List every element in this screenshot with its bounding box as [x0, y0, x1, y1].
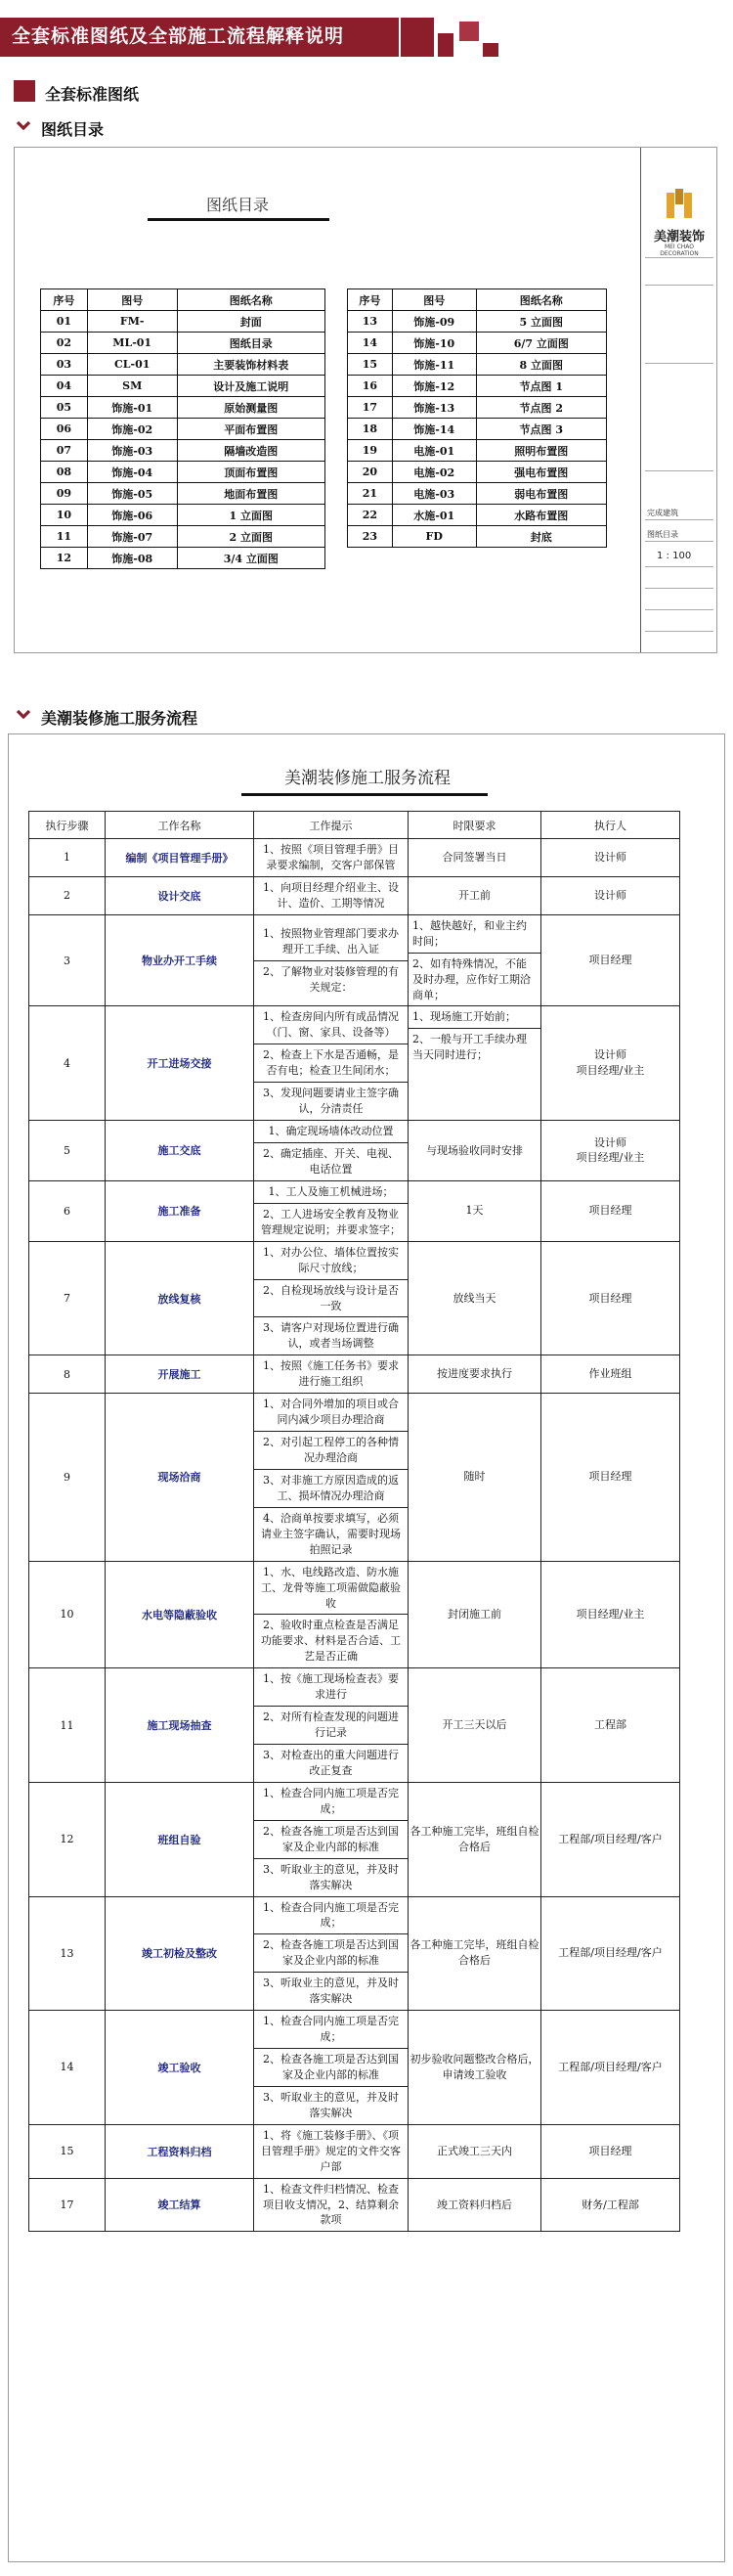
cell-drawing-name: 平面布置图	[177, 419, 324, 440]
cell-name: 施工交底	[106, 1121, 254, 1181]
cell-name: 放线复核	[106, 1241, 254, 1355]
divider	[645, 541, 713, 542]
cell-drawing-name: 5 立面图	[476, 311, 606, 333]
chevron-down-icon	[16, 117, 35, 137]
cell-step: 8	[29, 1355, 106, 1394]
catalog-table-right	[347, 289, 607, 548]
cell-number: 04	[41, 376, 88, 397]
cell-drawing-name: 节点图 2	[476, 397, 606, 419]
time-item: 2、如有特殊情况，不能及时办理，应作好工期洽商单；	[412, 956, 531, 1001]
cell-drawing-code: 饰施-05	[87, 483, 177, 505]
cell-drawing-code: 电施-03	[392, 483, 476, 505]
cell-drawing-name: 1 立面图	[177, 505, 324, 526]
cell-requirements	[254, 1668, 409, 1783]
cell-requirements	[254, 2124, 409, 2178]
requirement-item: 1、按照物业管理部门要求办理开工手续、出入证	[254, 923, 408, 961]
catalog-sheet	[32, 163, 626, 635]
section-title: 图纸目录	[41, 120, 105, 139]
table-row	[41, 440, 325, 462]
cell-name: 工程资料归档	[106, 2124, 254, 2178]
catalog-title: 图纸目录	[205, 196, 269, 214]
cell-requirements	[254, 1006, 409, 1121]
requirement-item: 2、验收时重点检查是否满足功能要求、材料是否合适、工艺是否正确	[261, 1619, 401, 1664]
requirement-item: 1、水、电线路改造、防水施工、龙骨等施工项需做隐蔽验收	[254, 1562, 408, 1616]
banner-decoration	[483, 43, 498, 57]
cell-drawing-code: 饰施-14	[392, 419, 476, 440]
table-row	[29, 2011, 680, 2125]
cell-executor: 财务/工程部	[541, 2178, 680, 2232]
cell-requirements	[254, 1121, 409, 1181]
cell-requirements	[254, 1180, 409, 1241]
cell-requirements	[254, 1355, 409, 1394]
time-item: 随时	[463, 1470, 486, 1484]
cell-drawing-code: 水施-01	[392, 505, 476, 526]
cell-step: 5	[29, 1121, 106, 1181]
table-row	[29, 1121, 680, 1181]
title-underline	[148, 218, 329, 221]
cell-number: 07	[41, 440, 88, 462]
requirement-item: 1、检查房间内所有成品情况（门、窗、家具、设备等）	[254, 1006, 408, 1044]
cell-executor: 工程部/项目经理/客户	[541, 1782, 680, 1896]
column-header: 图纸名称	[177, 289, 324, 311]
cell-requirements	[254, 1394, 409, 1561]
cell-number: 14	[348, 333, 393, 354]
cell-time	[409, 1668, 541, 1783]
cell-executor: 项目经理	[541, 1394, 680, 1561]
cell-drawing-name: 设计及施工说明	[177, 376, 324, 397]
column-header: 图号	[392, 289, 476, 311]
requirement-item: 1、按《施工现场检查表》要求进行	[254, 1668, 408, 1707]
table-row	[348, 440, 607, 462]
column-header: 执行人	[541, 812, 680, 839]
cell-step: 9	[29, 1394, 106, 1561]
requirement-item: 3、听取业主的意见，并及时落实解决	[263, 2090, 399, 2119]
cell-drawing-code: 饰施-04	[87, 462, 177, 483]
cell-executor: 设计师 项目经理/业主	[541, 1121, 680, 1181]
cell-drawing-code: 饰施-13	[392, 397, 476, 419]
requirement-item: 1、工人及施工机械进场；	[254, 1181, 408, 1204]
cell-number: 12	[41, 548, 88, 569]
cell-step: 12	[29, 1782, 106, 1896]
cell-drawing-name: 顶面布置图	[177, 462, 324, 483]
time-item: 初步验收问题整改合格后，申请竣工验收	[410, 2053, 539, 2081]
sheet-name: 图纸目录	[647, 530, 678, 539]
cell-name: 现场洽商	[106, 1394, 254, 1561]
cell-number: 02	[41, 333, 88, 354]
cell-requirements	[254, 1782, 409, 1896]
requirement-item: 2、对所有检查发现的问题进行记录	[254, 1707, 408, 1745]
cell-time	[409, 2178, 541, 2232]
requirement-item: 2、检查各施工项是否达到国家及企业内部的标准	[254, 1934, 408, 1973]
cell-drawing-name: 地面布置图	[177, 483, 324, 505]
cell-time	[409, 1006, 541, 1121]
cell-requirements	[254, 2178, 409, 2232]
column-header: 工作提示	[254, 812, 409, 839]
table-row	[41, 548, 325, 569]
cell-executor: 项目经理	[541, 1241, 680, 1355]
cell-drawing-code: 饰施-09	[392, 311, 476, 333]
cell-executor: 设计师	[541, 839, 680, 877]
cell-drawing-name: 封底	[476, 526, 606, 548]
table-row	[29, 1241, 680, 1355]
requirement-item: 2、检查上下水是否通畅，是否有电；检查卫生间闭水；	[254, 1044, 408, 1083]
cell-time	[409, 1561, 541, 1668]
cell-number: 11	[41, 526, 88, 548]
cell-time	[409, 1782, 541, 1896]
table-row	[41, 526, 325, 548]
cell-drawing-code: FM-	[87, 311, 177, 333]
cell-step: 15	[29, 2124, 106, 2178]
cell-time	[409, 1355, 541, 1394]
divider	[645, 631, 713, 632]
cell-step: 6	[29, 1180, 106, 1241]
cell-drawing-code: ML-01	[87, 333, 177, 354]
cell-number: 06	[41, 419, 88, 440]
cell-executor: 设计师	[541, 876, 680, 914]
cell-drawing-code: 饰施-11	[392, 354, 476, 376]
table-row	[41, 462, 325, 483]
table-row	[41, 376, 325, 397]
column-header: 图号	[87, 289, 177, 311]
table-row	[29, 1896, 680, 2011]
requirement-item: 1、按照《施工任务书》要求进行施工组织	[263, 1359, 399, 1389]
table-row	[29, 1006, 680, 1121]
requirement-item: 1、按照《项目管理手册》目录要求编制，交客户部保管	[263, 843, 399, 871]
cell-name: 水电等隐蔽验收	[106, 1561, 254, 1668]
cell-drawing-code: 饰施-10	[392, 333, 476, 354]
divider	[645, 588, 713, 589]
cell-drawing-name: 8 立面图	[476, 354, 606, 376]
time-item: 按进度要求执行	[437, 1367, 512, 1381]
requirement-item: 1、将《施工装修手册》、《项目管理手册》规定的文件交客户部	[261, 2128, 401, 2173]
requirement-item: 3、请客户对现场位置进行确认，或者当场调整	[263, 1321, 399, 1351]
table-row	[41, 419, 325, 440]
process-flow-panel	[8, 733, 725, 2562]
requirement-item: 1、向项目经理介绍业主、设计、造价、工期等情况	[263, 880, 399, 910]
chevron-down-icon	[16, 706, 35, 726]
cell-name: 竣工初检及整改	[106, 1896, 254, 2011]
column-header: 工作名称	[106, 812, 254, 839]
cell-number: 08	[41, 462, 88, 483]
table-row	[348, 333, 607, 354]
cell-name: 班组自验	[106, 1782, 254, 1896]
time-item: 1天	[465, 1204, 484, 1218]
cell-time	[409, 914, 541, 1006]
cell-time	[409, 839, 541, 877]
cell-drawing-name: 3/4 立面图	[177, 548, 324, 569]
cell-drawing-code: 饰施-06	[87, 505, 177, 526]
cell-time	[409, 1394, 541, 1561]
cell-executor: 工程部/项目经理/客户	[541, 1896, 680, 2011]
cell-executor: 项目经理/业主	[541, 1561, 680, 1668]
time-item: 封闭施工前	[448, 1607, 501, 1621]
cell-step: 1	[29, 839, 106, 877]
cell-name: 竣工验收	[106, 2011, 254, 2125]
table-row	[41, 483, 325, 505]
divider	[645, 285, 713, 286]
cell-number: 15	[348, 354, 393, 376]
time-item: 2、一般与开工手续办理当天同时进行；	[412, 1033, 527, 1062]
requirement-item: 1、确定现场墙体改动位置	[254, 1121, 408, 1143]
cell-number: 05	[41, 397, 88, 419]
cell-drawing-name: 照明布置图	[476, 440, 606, 462]
column-header: 序号	[348, 289, 393, 311]
cell-number: 22	[348, 505, 393, 526]
logo-subtext: MEI CHAO DECORATION	[660, 244, 699, 257]
square-bullet-icon	[14, 80, 35, 102]
process-title: 美潮装修施工服务流程	[284, 769, 451, 788]
cell-name: 竣工结算	[106, 2178, 254, 2232]
cell-drawing-code: FD	[392, 526, 476, 548]
table-row	[41, 505, 325, 526]
divider	[645, 609, 713, 610]
cell-name: 开工进场交接	[106, 1006, 254, 1121]
section-title: 美潮装修施工服务流程	[41, 709, 198, 728]
requirement-item: 2、了解物业对装修管理的有关规定：	[263, 964, 399, 994]
table-row	[29, 1180, 680, 1241]
cell-drawing-code: 饰施-08	[87, 548, 177, 569]
cell-drawing-name: 节点图 3	[476, 419, 606, 440]
time-item: 1、现场施工开始前；	[409, 1006, 540, 1029]
cell-drawing-name: 节点图 1	[476, 376, 606, 397]
table-row	[348, 354, 607, 376]
divider	[645, 566, 713, 567]
table-row	[29, 914, 680, 1006]
cell-executor: 设计师 项目经理/业主	[541, 1006, 680, 1121]
cell-name: 编制《项目管理手册》	[106, 839, 254, 877]
scale-value: 1 : 100	[657, 551, 692, 561]
cell-executor: 工程部/项目经理/客户	[541, 2011, 680, 2125]
table-row	[29, 839, 680, 877]
cell-drawing-code: 饰施-01	[87, 397, 177, 419]
cell-name: 开展施工	[106, 1355, 254, 1394]
table-row	[29, 1355, 680, 1394]
time-item: 竣工资料归档后	[437, 2198, 512, 2211]
time-item: 1、越快越好，和业主约时间；	[409, 915, 540, 954]
cell-number: 18	[348, 419, 393, 440]
process-table	[28, 811, 680, 2232]
table-row	[29, 1668, 680, 1783]
table-row	[29, 1394, 680, 1561]
table-row	[41, 333, 325, 354]
banner-decoration	[401, 18, 434, 57]
cell-number: 20	[348, 462, 393, 483]
time-item: 放线当天	[453, 1291, 496, 1305]
cell-executor: 作业班组	[541, 1355, 680, 1394]
time-item: 各工种施工完毕，班组自检合格后	[410, 1938, 539, 1968]
cell-number: 16	[348, 376, 393, 397]
time-item: 正式竣工三天内	[437, 2144, 512, 2157]
requirement-item: 2、检查各施工项是否达到国家及企业内部的标准	[254, 1821, 408, 1859]
cell-drawing-name: 原始测量图	[177, 397, 324, 419]
cell-drawing-name: 2 立面图	[177, 526, 324, 548]
cell-requirements	[254, 2011, 409, 2125]
cell-time	[409, 2124, 541, 2178]
cell-requirements	[254, 1896, 409, 2011]
cell-drawing-code: 饰施-12	[392, 376, 476, 397]
table-row	[29, 876, 680, 914]
table-row	[29, 1782, 680, 1896]
cell-number: 23	[348, 526, 393, 548]
cell-requirements	[254, 1241, 409, 1355]
column-header: 时限要求	[409, 812, 541, 839]
cell-drawing-name: 弱电布置图	[476, 483, 606, 505]
cell-name: 施工现场抽查	[106, 1668, 254, 1783]
table-row	[29, 1561, 680, 1668]
requirement-item: 1、对办公位、墙体位置按实际尺寸放线；	[254, 1242, 408, 1280]
cell-drawing-name: 封面	[177, 311, 324, 333]
banner-title: 全套标准图纸及全部施工流程解释说明	[12, 25, 345, 47]
table-row	[41, 311, 325, 333]
title-underline	[241, 793, 488, 796]
cell-drawing-code: 饰施-02	[87, 419, 177, 440]
time-item: 开工前	[458, 888, 491, 902]
cell-requirements	[254, 914, 409, 1006]
cell-drawing-code: 饰施-07	[87, 526, 177, 548]
cell-number: 21	[348, 483, 393, 505]
cell-name: 设计交底	[106, 876, 254, 914]
requirement-item: 2、自检现场放线与设计是否一致	[254, 1280, 408, 1318]
table-row	[348, 483, 607, 505]
divider	[645, 519, 713, 520]
cell-step: 4	[29, 1006, 106, 1121]
cell-number: 01	[41, 311, 88, 333]
cell-drawing-name: 水路布置图	[476, 505, 606, 526]
cell-requirements	[254, 839, 409, 877]
logo-text: 美潮装饰	[653, 230, 705, 244]
requirement-item: 3、对检查出的重大问题进行改正复查	[263, 1749, 399, 1777]
cell-number: 10	[41, 505, 88, 526]
banner-decoration	[438, 33, 453, 57]
cell-number: 19	[348, 440, 393, 462]
cell-executor: 项目经理	[541, 914, 680, 1006]
cell-number: 17	[348, 397, 393, 419]
requirement-item: 2、对引起工程停工的各种情况办理洽商	[254, 1432, 408, 1470]
requirement-item: 1、检查合同内施工项是否完成；	[254, 2011, 408, 2049]
cell-step: 13	[29, 1896, 106, 2011]
requirement-item: 1、检查合同内施工项是否完成；	[254, 1897, 408, 1935]
table-row	[41, 397, 325, 419]
cell-time	[409, 876, 541, 914]
time-item: 开工三天以后	[442, 1718, 507, 1732]
cell-step: 10	[29, 1561, 106, 1668]
table-row	[29, 2124, 680, 2178]
cell-number: 03	[41, 354, 88, 376]
requirement-item: 3、听取业主的意见，并及时落实解决	[263, 1862, 399, 1891]
column-header: 执行步骤	[29, 812, 106, 839]
cell-time	[409, 1121, 541, 1181]
requirement-item: 1、检查合同内施工项是否完成；	[254, 1783, 408, 1821]
cell-time	[409, 2011, 541, 2125]
cell-drawing-name: 图纸目录	[177, 333, 324, 354]
cell-drawing-code: 电施-01	[392, 440, 476, 462]
drawing-catalog-panel	[14, 147, 717, 653]
cell-step: 2	[29, 876, 106, 914]
requirement-item: 3、听取业主的意见，并及时落实解决	[263, 1976, 399, 2006]
requirement-item: 2、确定插座、开关、电视、电话位置	[263, 1147, 399, 1176]
cell-time	[409, 1180, 541, 1241]
cell-drawing-code: 饰施-03	[87, 440, 177, 462]
cell-time	[409, 1896, 541, 2011]
time-item: 与现场验收同时安排	[426, 1143, 523, 1157]
table-row	[29, 2178, 680, 2232]
requirement-item: 2、工人进场安全教育及物业管理规定说明；并要求签字；	[261, 1207, 401, 1236]
cell-name: 物业办开工手续	[106, 914, 254, 1006]
table-row	[348, 397, 607, 419]
title-block	[640, 148, 716, 652]
cell-drawing-code: CL-01	[87, 354, 177, 376]
cell-drawing-name: 隔墙改造图	[177, 440, 324, 462]
column-header: 图纸名称	[476, 289, 606, 311]
table-row	[348, 462, 607, 483]
requirement-item: 1、检查文件归档情况、检查项目收支情况，2、结算剩余款项	[263, 2182, 399, 2227]
cell-step: 14	[29, 2011, 106, 2125]
cell-executor: 工程部	[541, 1668, 680, 1783]
stage-label: 完成建筑	[647, 509, 678, 517]
column-header: 序号	[41, 289, 88, 311]
requirement-item: 3、对非施工方原因造成的返工、损坏情况办理洽商	[254, 1470, 408, 1508]
cell-drawing-code: SM	[87, 376, 177, 397]
cell-drawing-code: 电施-02	[392, 462, 476, 483]
divider	[645, 257, 713, 258]
cell-number: 13	[348, 311, 393, 333]
requirement-item: 2、检查各施工项是否达到国家及企业内部的标准	[254, 2049, 408, 2087]
cell-drawing-name: 强电布置图	[476, 462, 606, 483]
section-title: 全套标准图纸	[45, 85, 140, 104]
table-row	[348, 526, 607, 548]
table-row	[348, 376, 607, 397]
table-row	[41, 354, 325, 376]
cell-requirements	[254, 1561, 409, 1668]
table-row	[348, 505, 607, 526]
cell-drawing-name: 6/7 立面图	[476, 333, 606, 354]
cell-step: 3	[29, 914, 106, 1006]
top-banner	[0, 0, 733, 59]
cell-executor: 项目经理	[541, 1180, 680, 1241]
divider	[645, 470, 713, 471]
time-item: 合同签署当日	[442, 850, 507, 864]
catalog-table-left	[40, 289, 325, 569]
divider	[645, 363, 713, 364]
table-row	[348, 311, 607, 333]
requirement-item: 4、洽商单按要求填写，必须请业主签字确认，需要时现场拍照记录	[261, 1511, 401, 1556]
cell-requirements	[254, 876, 409, 914]
cell-drawing-name: 主要装饰材料表	[177, 354, 324, 376]
requirement-item: 1、对合同外增加的项目或合同内减少项目办理洽商	[254, 1394, 408, 1432]
cell-step: 7	[29, 1241, 106, 1355]
banner-decoration	[459, 22, 479, 41]
cell-name: 施工准备	[106, 1180, 254, 1241]
cell-executor: 项目经理	[541, 2124, 680, 2178]
table-row	[348, 419, 607, 440]
cell-time	[409, 1241, 541, 1355]
cell-step: 17	[29, 2178, 106, 2232]
cell-step: 11	[29, 1668, 106, 1783]
time-item: 各工种施工完毕，班组自检合格后	[410, 1824, 539, 1853]
cell-number: 09	[41, 483, 88, 505]
requirement-item: 3、发现问题要请业主签字确认，分清责任	[263, 1087, 399, 1116]
brand-logo-icon	[663, 187, 696, 220]
